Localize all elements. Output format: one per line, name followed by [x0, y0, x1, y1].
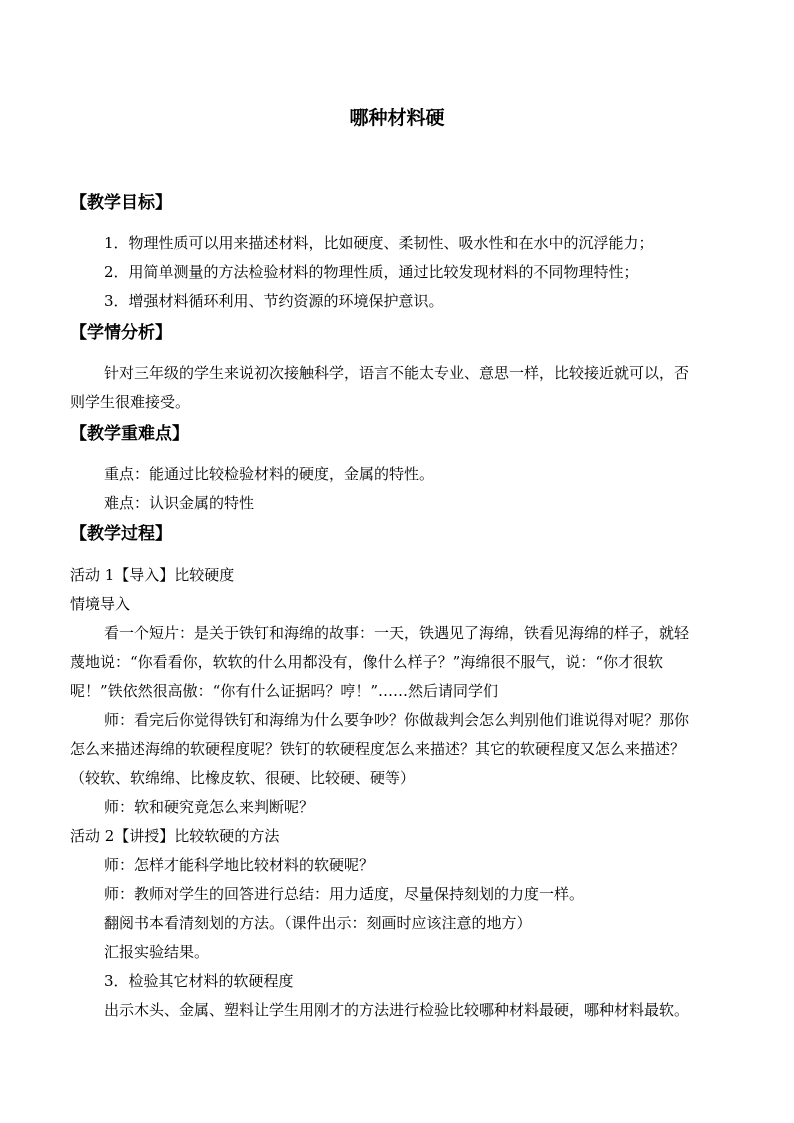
- analysis-line: 针对三年级的学生来说初次接触科学，语言不能太专业、意思一样，比较接近就可以，否: [104, 364, 690, 382]
- goal-item: 3．增强材料循环利用、节约资源的环境保护意识。: [104, 292, 444, 310]
- process-line: （较软、软绵绵、比橡皮软、很硬、比较硬、硬等）: [70, 769, 416, 787]
- page-title: 哪种材料硬: [349, 107, 445, 129]
- process-line: 师：软和硬究竟怎么来判断呢？: [104, 798, 315, 816]
- process-line: 出示木头、金属、塑料让学生用刚才的方法进行检验比较哪种材料最硬，哪种材料最软。: [104, 1001, 690, 1019]
- goal-item: 1．物理性质可以用来描述材料，比如硬度、柔韧性、吸水性和在水中的沉浮能力；: [104, 234, 654, 252]
- section-heading-process: 【教学过程】: [70, 524, 172, 544]
- keypoint-line: 重点：能通过比较检验材料的硬度，金属的特性。: [104, 465, 435, 483]
- process-line: 师：看完后你觉得铁钉和海绵为什么要争吵？你做裁判会怎么判别他们谁说得对呢？那你: [104, 711, 690, 729]
- process-line: 3．检验其它材料的软硬程度: [104, 972, 294, 990]
- process-line: 活动 2【讲授】比较软硬的方法: [70, 827, 280, 845]
- process-line: 师：怎样才能科学地比较材料的软硬呢？: [104, 856, 375, 874]
- goal-item: 2．用简单测量的方法检验材料的物理性质，通过比较发现材料的不同物理特性；: [104, 263, 639, 281]
- keypoint-line: 难点：认识金属的特性: [104, 494, 255, 512]
- process-line: 翻阅书本看清刻划的方法。（课件出示：刻画时应该注意的地方）: [104, 914, 532, 932]
- process-line: 情境导入: [70, 595, 131, 613]
- process-line: 看一个短片：是关于铁钉和海绵的故事：一天，铁遇见了海绵，铁看见海绵的样子，就轻: [104, 624, 690, 642]
- section-heading-goals: 【教学目标】: [70, 193, 172, 213]
- section-heading-keypoints: 【教学重难点】: [70, 424, 189, 444]
- process-line: 师：教师对学生的回答进行总结：用力适度，尽量保持刻划的力度一样。: [104, 885, 585, 903]
- process-line: 蔑地说：“你看看你，软软的什么用都没有，像什么样子？”海绵很不服气，说：“你才很软: [70, 653, 664, 671]
- process-line: 呢！”铁依然很高傲：“你有什么证据吗？哼！”……然后请同学们: [70, 682, 499, 700]
- analysis-line: 则学生很难接受。: [70, 393, 191, 411]
- section-heading-analysis: 【学情分析】: [70, 323, 172, 343]
- process-line: 怎么来描述海绵的软硬程度呢？铁钉的软硬程度怎么来描述？其它的软硬程度又怎么来描述？: [70, 740, 686, 758]
- process-line: 活动 1【导入】比较硬度: [70, 566, 235, 584]
- process-line: 汇报实验结果。: [104, 943, 210, 961]
